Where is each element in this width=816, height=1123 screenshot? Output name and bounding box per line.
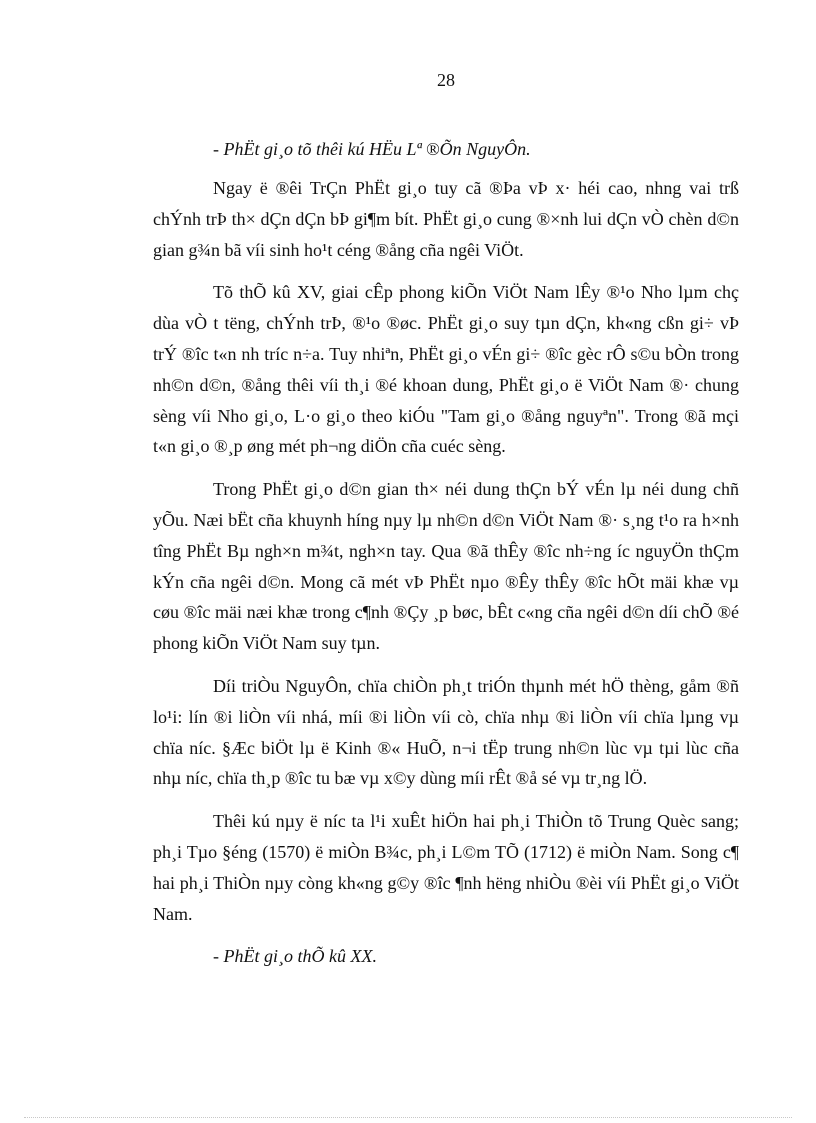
document-body [153,134,739,980]
paragraph: Díi triÒu NguyÔn, chïa chiÒn ph¸t triÓn thµnh mét hÖ thèng, gåm ®ñ lo¹i: lín ®i liÒn víi nhá, míi ®i liÒn víi cò, chïa nhµ ®i liÒn víi chïa lµng vµ chïa níc. §Æc biÖt lµ ë Kinh ®« HuÕ, n¬i tËp trung nh©n lùc vµ tµi lùc cña nhµ níc, chïa th¸p ®îc tu bæ vµ x©y dùng míi rÊt ®å sé vµ tr¸ng lÖ. [153,675,739,789]
section-heading: - PhËt gi¸o thÕ kû XX. [213,946,377,967]
paragraph: Tõ thÕ kû XV, giai cÊp phong kiÕn ViÖt Nam lÊy ®¹o Nho lµm chç dùa vÒ t tëng, chÝnh trÞ, ®¹o ®øc. PhËt gi¸o suy tµn dÇn, kh«ng cßn gi÷ vÞ trÝ ®îc t«n nh tríc n÷a. Tuy nhiªn, PhËt gi¸o vÉn gi÷ ®îc gèc rÔ s©u bÒn trong nh©n d©n, ®ång thêi víi th¸i ®é khoan dung, PhËt gi¸o ë ViÖt Nam ®· chung sèng víi Nho gi¸o, L·o gi¸o theo kiÓu "Tam gi¸o ®ång nguyªn". Trong ®ã mçi t«n gi¸o ®¸p øng mét ph¬ng diÖn cña cuéc sèng. [153,282,739,457]
page-bottom-divider [24,1117,792,1118]
paragraph: Trong PhËt gi¸o d©n gian th× néi dung thÇn bÝ vÉn lµ néi dung chñ yÕu. Næi bËt cña khuynh híng nµy lµ nh©n d©n ViÖt Nam ®· s¸ng t¹o ra h×nh tîng PhËt Bµ ngh×n m¾t, ngh×n tay. Qua ®ã thÊy ®îc nh÷ng íc nguyÖn thÇm kÝn cña ngêi d©n. Mong cã mét vÞ PhËt nµo ®Êy thÊy ®îc hÕt mäi khæ vµ cøu ®îc mäi næi khæ trong c¶nh ®Çy ¸p bøc, bÊt c«ng cña ngêi d©n díi chÕ ®é phong kiÕn ViÖt Nam suy tµn. [153,479,739,654]
section-heading: - PhËt gi¸o tõ thêi kú HËu Lª ®Õn NguyÔn. [213,139,531,159]
page-number: 28 [437,70,455,90]
paragraph: Ngay ë ®êi TrÇn PhËt gi¸o tuy cã ®Þa vÞ x· héi cao, nhng vai trß chÝnh trÞ th× dÇn dÇn bÞ gi¶m bít. PhËt gi¸o cung ®×nh lui dÇn vÒ chèn d©n gian g¾n bã víi sinh ho¹t céng ®ång cña ngêi ViÖt. [153,178,739,260]
paragraph: Thêi kú nµy ë níc ta l¹i xuÊt hiÖn hai ph¸i ThiÒn tõ Trung Quèc sang; ph¸i Tµo §éng (1570) ë miÒn B¾c, ph¸i L©m TÕ (1712) ë miÒn Nam. Song c¶ hai ph¸i ThiÒn nµy còng kh«ng g©y ®îc ¶nh hëng nhiÒu ®èi víi PhËt gi¸o ViÖt Nam. [153,811,739,924]
